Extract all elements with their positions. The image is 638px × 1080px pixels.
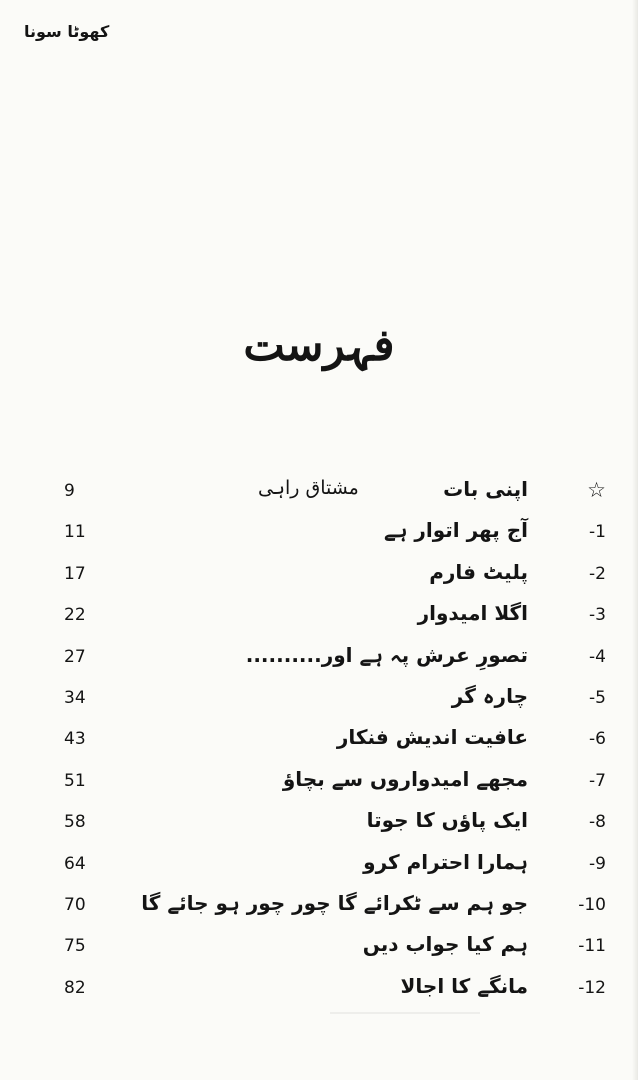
toc-entry[interactable]	[0, 516, 638, 557]
page-number: 75	[64, 936, 86, 957]
chapter-number: -4	[589, 646, 606, 667]
chapter-title: آج پھر اتوار ہے	[383, 518, 528, 543]
chapter-title: ہم کیا جواب دیں	[362, 932, 528, 957]
chapter-number: -3	[589, 605, 606, 626]
page-number: 11	[64, 522, 86, 543]
chapter-title: عافیت اندیش فنکار	[336, 725, 528, 750]
page-title: فہرست	[243, 320, 395, 371]
chapter-title: ہمارا احترام کرو	[363, 849, 528, 874]
page-number: 17	[64, 563, 86, 584]
chapter-title: مانگے کا اجالا	[400, 973, 528, 998]
chapter-number: -1	[589, 522, 606, 543]
page-number: 43	[64, 729, 86, 750]
chapter-title: ایک پاؤں کا جوتا	[366, 808, 528, 833]
page-number: 9	[64, 481, 75, 501]
chapter-number: -8	[589, 812, 606, 833]
chapter-number: -11	[578, 936, 606, 957]
chapter-title: اپنی بات	[443, 477, 528, 501]
page-number: 82	[64, 977, 86, 998]
author-name: مشتاق راہی	[258, 477, 359, 499]
toc-entry[interactable]	[0, 723, 638, 764]
toc-entry[interactable]	[0, 475, 638, 516]
chapter-title: تصورِ عرش پہ ہے اور..........	[245, 642, 528, 667]
chapter-title: پلیٹ فارم	[429, 559, 528, 584]
chapter-number: -5	[589, 687, 606, 708]
chapter-number: -6	[589, 729, 606, 750]
table-of-contents	[0, 475, 638, 1013]
chapter-title: مجھے امیدواروں سے بچاؤ	[282, 766, 528, 791]
running-header: کھوٹا سونا	[24, 22, 110, 41]
page-number: 70	[64, 894, 86, 915]
toc-entry[interactable]	[0, 930, 638, 971]
toc-entry[interactable]	[0, 848, 638, 889]
toc-entry[interactable]	[0, 806, 638, 847]
chapter-number: -2	[589, 563, 606, 584]
toc-entry[interactable]	[0, 972, 638, 1013]
toc-entry[interactable]	[0, 599, 638, 640]
page-number: 22	[64, 605, 86, 626]
page-number: 58	[64, 812, 86, 833]
page-number: 27	[64, 646, 86, 667]
star-icon: ☆	[587, 478, 606, 502]
page-number: 34	[64, 687, 86, 708]
page-number: 51	[64, 770, 86, 791]
page-number: 64	[64, 853, 86, 874]
chapter-number: -7	[589, 770, 606, 791]
chapter-number: -9	[589, 853, 606, 874]
toc-entry[interactable]	[0, 641, 638, 682]
chapter-title: جو ہم سے ٹکرائے گا چور چور ہو جائے گا	[141, 890, 528, 915]
toc-entry[interactable]	[0, 682, 638, 723]
toc-entry[interactable]	[0, 765, 638, 806]
chapter-number: -12	[578, 977, 606, 998]
chapter-title: اگلا امیدوار	[417, 601, 528, 626]
chapter-title: چارہ گر	[451, 683, 528, 708]
paper-bleed-through	[330, 1012, 480, 1014]
toc-entry[interactable]	[0, 558, 638, 599]
toc-entry[interactable]	[0, 889, 638, 930]
chapter-number: -10	[578, 894, 606, 915]
